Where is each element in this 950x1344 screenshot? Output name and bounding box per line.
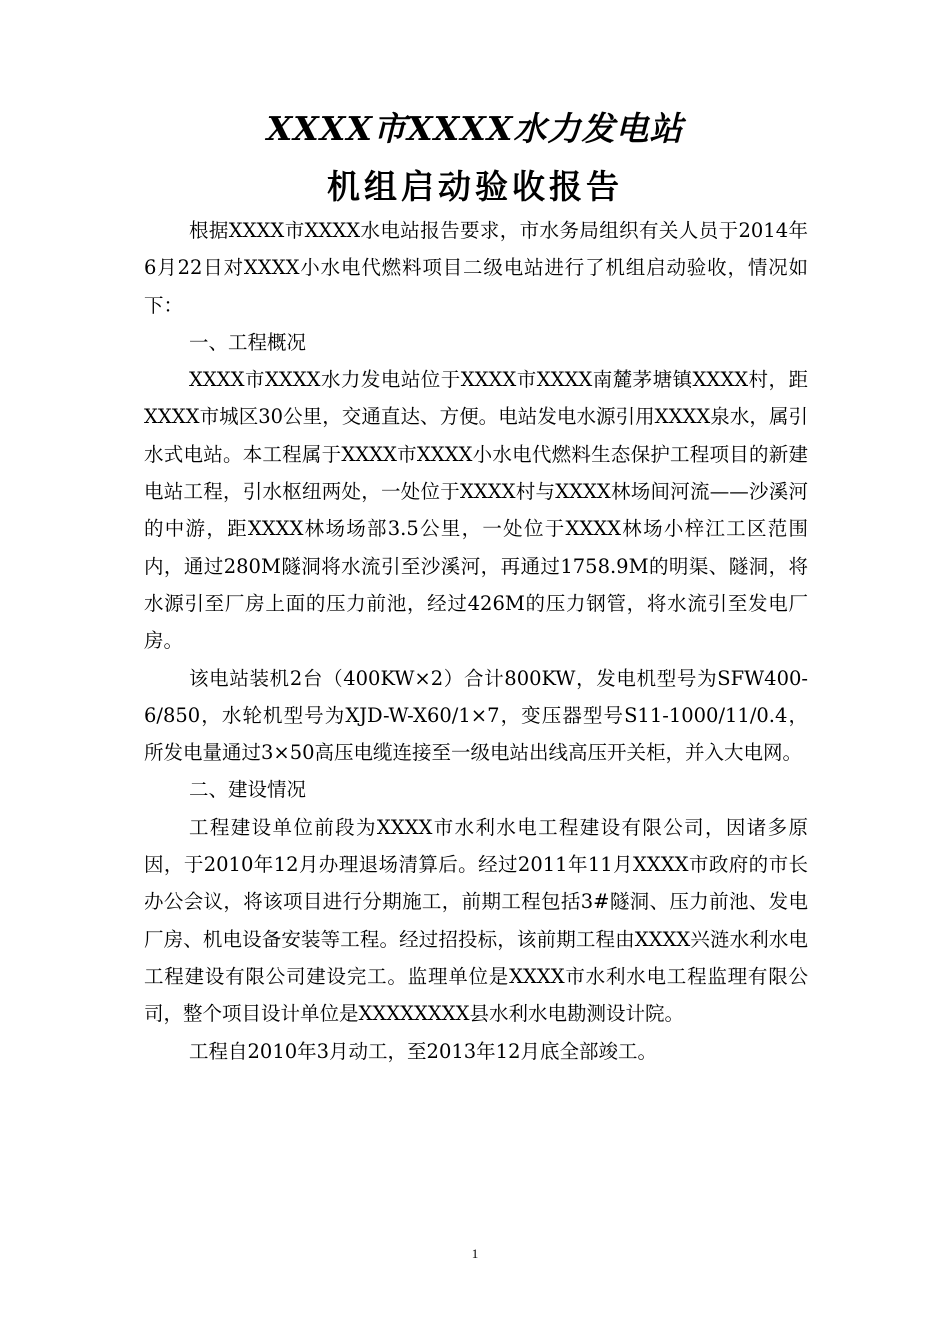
paragraph-equipment: 该电站装机2台（400KW×2）合计800KW，发电机型号为SFW400-6/850，水轮机型号为XJD-W-X60/1×7，变压器型号S11-1000/11/0.4，所发电量通过3×50高压电缆连接至一级电站出线高压开关柜，并入大电网。: [144, 666, 808, 765]
document-subtitle: 机组启动验收报告: [327, 167, 623, 206]
paragraph-intro: 根据XXXX市XXXX水电站报告要求，市水务局组织有关人员于2014年6月22日对XXXX小水电代燃料项目二级电站进行了机组启动验收，情况如下：: [144, 219, 808, 317]
paragraph-overview: XXXX市XXXX水力发电站位于XXXX市XXXX南麓茅塘镇XXXX村，距XXXX市城区30公里，交通直达、方便。电站发电水源引用XXXX泉水，属引水式电站。本工程属于XXXX市XXXX小水电代燃料生态保护工程项目的新建电站工程，引水枢纽两处，一处位于XXXX村与XXXX林场间河流——沙溪河的中游，距XXXX林场场部3.5公里，一处位于XXXX林场小梓江工区范围内，通过280M隧洞将水流引至沙溪河，再通过1758.9M的明渠、隧洞，将水源引至厂房上面的压力前池，经过426M的压力钢管，将水流引至发电厂房。: [144, 368, 808, 653]
page-number: 1: [471, 1246, 479, 1261]
document-body: [144, 212, 808, 1070]
section-heading-overview: 一、工程概况: [189, 330, 307, 354]
paragraph-construction: 工程建设单位前段为XXXX市水利水电工程建设有限公司，因诸多原因，于2010年12月办理退场清算后。经过2011年11月XXXX市政府的市长办公会议，将该项目进行分期施工，前期工程包括3#隧洞、压力前池、发电厂房、机电设备安装等工程。经过招投标，该前期工程由XXXX兴涟水利水电工程建设有限公司建设完工。监理单位是XXXX市水利水电工程监理有限公司，整个项目设计单位是XXXXXXXX县水利水电勘测设计院。: [144, 815, 808, 1026]
section-heading-construction: 二、建设情况: [189, 778, 307, 802]
paragraph-timeline: 工程自2010年3月动工，至2013年12月底全部竣工。: [189, 1039, 657, 1063]
document-title: XXXX市XXXX水力发电站: [266, 109, 684, 148]
title-block: [0, 100, 950, 216]
